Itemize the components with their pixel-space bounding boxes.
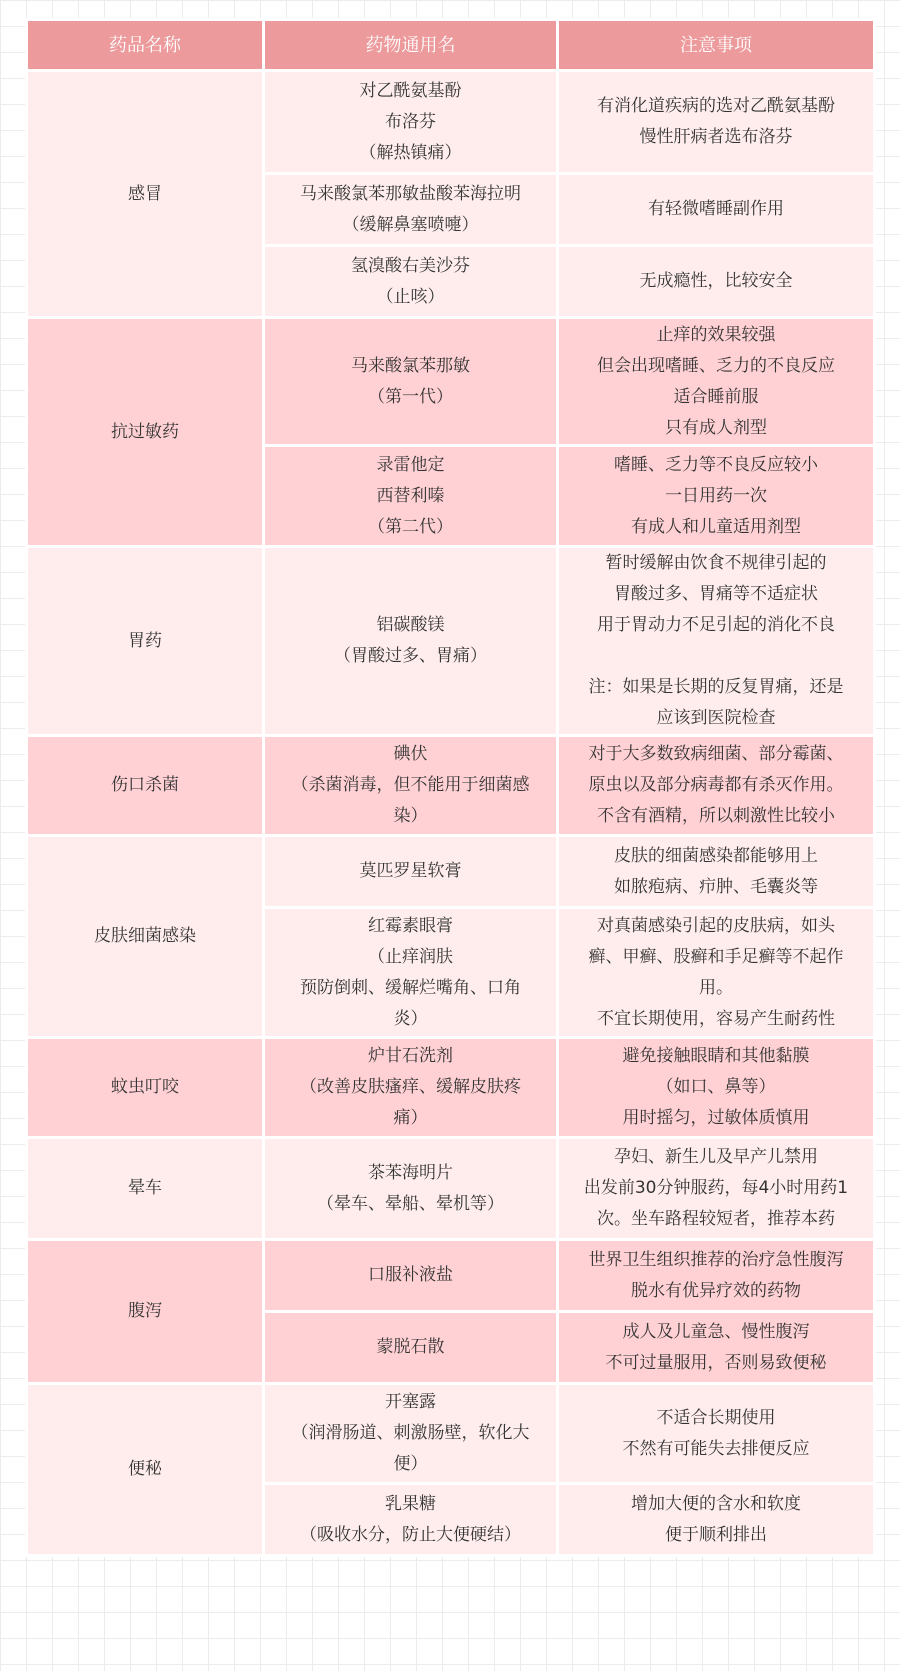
table-row xyxy=(27,1038,875,1138)
category-cell: 伤口杀菌 xyxy=(27,736,264,836)
precautions-cell-line: 皮肤的细菌感染都能够用上 xyxy=(614,845,818,866)
precautions-cell-line: 不然有可能失去排便反应 xyxy=(622,1438,810,1459)
table-row xyxy=(27,836,875,908)
precautions-cell-line: 次。坐车路程较短者，推荐本药 xyxy=(597,1209,835,1229)
generic-name-cell xyxy=(264,836,558,908)
generic-name-cell-line: （缓解鼻塞喷嚏） xyxy=(342,214,479,235)
generic-name-cell-line: 乳果糖 xyxy=(385,1493,436,1514)
generic-name-cell-line: （晕车、晕船、晕机等） xyxy=(317,1193,504,1214)
generic-name-cell xyxy=(264,1138,558,1240)
precautions-cell xyxy=(558,71,875,174)
generic-name-cell xyxy=(264,1384,558,1484)
line-spacer xyxy=(565,641,867,672)
precautions-cell xyxy=(558,736,875,836)
precautions-cell-line: 一日用药一次 xyxy=(665,485,767,506)
precautions-cell-line: 嗜睡、乏力等不良反应较小 xyxy=(614,454,818,475)
precautions-cell xyxy=(558,318,875,446)
generic-name-cell-line: （第一代） xyxy=(368,386,453,407)
generic-name-cell-line: 铝碳酸镁 xyxy=(376,615,445,635)
precautions-cell-line: 有消化道疾病的选对乙酰氨基酚 xyxy=(597,96,835,116)
category-cell: 蚊虫叮咬 xyxy=(27,1038,264,1138)
precautions-cell-line: 用于胃动力不足引起的消化不良 xyxy=(597,615,835,635)
generic-name-cell-line: 莫匹罗星软膏 xyxy=(359,861,462,881)
category-cell: 抗过敏药 xyxy=(27,318,264,547)
precautions-cell xyxy=(558,547,875,736)
precautions-cell-line: 脱水有优异疗效的药物 xyxy=(631,1280,801,1301)
category-cell: 皮肤细菌感染 xyxy=(27,836,264,1038)
generic-name-cell xyxy=(264,246,558,318)
precautions-cell-line: 癣、甲癣、股癣和手足癣等不起作 xyxy=(588,946,844,967)
category-cell: 便秘 xyxy=(27,1384,264,1556)
generic-name-cell xyxy=(264,547,558,736)
generic-name-cell xyxy=(264,71,558,174)
precautions-cell-line: 适合睡前服 xyxy=(673,386,759,407)
generic-name-cell-line: （改善皮肤瘙痒、缓解皮肤疼 xyxy=(300,1077,521,1097)
generic-name-cell-line: 布洛芬 xyxy=(385,111,436,132)
precautions-cell-line: 不可过量服用，否则易致便秘 xyxy=(605,1352,827,1373)
generic-name-cell-line: 染） xyxy=(393,806,428,826)
generic-name-cell xyxy=(264,1484,558,1556)
generic-name-cell-line: （止咳） xyxy=(376,286,445,307)
generic-name-cell-line: 预防倒刺、缓解烂嘴角、口角 xyxy=(300,977,521,998)
precautions-cell-line: 出发前30分钟服药，每4小时用药1 xyxy=(583,1178,849,1198)
generic-name-cell xyxy=(264,1038,558,1138)
precautions-cell xyxy=(558,1312,875,1384)
precautions-cell-line: 无成瘾性，比较安全 xyxy=(639,271,793,291)
precautions-cell-line: 用时摇匀，过敏体质慎用 xyxy=(622,1108,810,1128)
precautions-cell-line: 注：如果是长期的反复胃痛，还是 xyxy=(588,677,844,697)
generic-name-cell-line: （胃酸过多、胃痛） xyxy=(334,646,487,666)
table-header-row xyxy=(27,20,875,71)
generic-name-cell-line: 痛） xyxy=(393,1108,428,1128)
generic-name-cell-line: 录雷他定 xyxy=(376,454,445,475)
precautions-cell xyxy=(558,908,875,1038)
precautions-cell-line: 暂时缓解由饮食不规律引起的 xyxy=(605,553,827,573)
precautions-cell-line: 如脓疱病、疖肿、毛囊炎等 xyxy=(614,876,818,897)
precautions-cell-line: 慢性肝病者选布洛芬 xyxy=(639,127,793,147)
precautions-cell-line: 原虫以及部分病毒都有杀灭作用。 xyxy=(588,775,844,795)
generic-name-cell xyxy=(264,446,558,547)
generic-name-cell-line: 红霉素眼膏 xyxy=(368,915,453,936)
precautions-cell-line: 世界卫生组织推荐的治疗急性腹泻 xyxy=(588,1249,844,1270)
precautions-cell-line: 避免接触眼睛和其他黏膜 xyxy=(622,1046,810,1066)
generic-name-cell xyxy=(264,318,558,446)
precautions-cell-line: 止痒的效果较强 xyxy=(656,324,776,345)
precautions-cell-line: 不含有酒精，所以刺激性比较小 xyxy=(597,806,835,826)
generic-name-cell-line: 氢溴酸右美沙芬 xyxy=(351,255,470,276)
precautions-cell-line: 只有成人剂型 xyxy=(665,417,767,438)
generic-name-cell-line: （杀菌消毒，但不能用于细菌感 xyxy=(291,775,530,795)
precautions-cell-line: 应该到医院检查 xyxy=(656,708,776,728)
generic-name-cell-line: 开塞露 xyxy=(385,1392,436,1412)
category-cell: 晕车 xyxy=(27,1138,264,1240)
generic-name-cell-line: 马来酸氯苯那敏 xyxy=(351,355,470,376)
generic-name-cell-line: 碘伏 xyxy=(393,744,428,764)
generic-name-cell xyxy=(264,174,558,246)
medicine-table xyxy=(25,18,876,1557)
generic-name-cell-line: 炉甘石洗剂 xyxy=(368,1046,453,1066)
generic-name-cell-line: 炎） xyxy=(393,1008,428,1029)
generic-name-cell-line: （止痒润肤 xyxy=(368,946,453,967)
precautions-cell-line: 有轻微嗜睡副作用 xyxy=(648,199,784,219)
generic-name-cell-line: （第二代） xyxy=(368,516,453,537)
precautions-cell xyxy=(558,1484,875,1556)
table-row xyxy=(27,736,875,836)
header-precautions: 注意事项 xyxy=(558,20,875,71)
header-generic-name: 药物通用名 xyxy=(264,20,558,71)
precautions-cell xyxy=(558,174,875,246)
generic-name-cell-line: 西替利嗪 xyxy=(376,485,445,506)
category-cell: 腹泻 xyxy=(27,1240,264,1384)
generic-name-cell xyxy=(264,1240,558,1312)
generic-name-cell-line: 便） xyxy=(393,1454,428,1474)
precautions-cell-line: 但会出现嗜睡、乏力的不良反应 xyxy=(597,355,835,376)
generic-name-cell-line: 口服补液盐 xyxy=(368,1265,453,1285)
table-body xyxy=(27,71,875,1556)
generic-name-cell xyxy=(264,736,558,836)
generic-name-cell-line: 蒙脱石散 xyxy=(376,1337,445,1357)
precautions-cell-line: 用。 xyxy=(699,977,733,998)
medicine-table-wrapper xyxy=(25,18,873,1557)
precautions-cell xyxy=(558,1138,875,1240)
precautions-cell xyxy=(558,1240,875,1312)
precautions-cell-line: 增加大便的含水和软度 xyxy=(631,1493,801,1514)
precautions-cell xyxy=(558,1384,875,1484)
precautions-cell xyxy=(558,246,875,318)
precautions-cell-line: 孕妇、新生儿及早产儿禁用 xyxy=(614,1147,818,1167)
generic-name-cell-line: （润滑肠道、刺激肠壁，软化大 xyxy=(291,1423,530,1443)
generic-name-cell-line: （吸收水分，防止大便硬结） xyxy=(300,1524,521,1545)
table-row xyxy=(27,318,875,446)
header-drug-category: 药品名称 xyxy=(27,20,264,71)
generic-name-cell-line: 马来酸氯苯那敏盐酸苯海拉明 xyxy=(300,183,521,204)
precautions-cell-line: 胃酸过多、胃痛等不适症状 xyxy=(614,584,818,604)
precautions-cell-line: 不适合长期使用 xyxy=(656,1407,776,1428)
precautions-cell-line: 成人及儿童急、慢性腹泻 xyxy=(622,1321,810,1342)
generic-name-cell xyxy=(264,1312,558,1384)
precautions-cell-line: （如口、鼻等） xyxy=(656,1077,776,1097)
table-row xyxy=(27,71,875,174)
precautions-cell xyxy=(558,446,875,547)
precautions-cell-line: 有成人和儿童适用剂型 xyxy=(631,516,801,537)
precautions-cell-line: 对于大多数致病细菌、部分霉菌、 xyxy=(588,744,844,764)
generic-name-cell-line: 茶苯海明片 xyxy=(368,1162,453,1183)
table-row xyxy=(27,1384,875,1484)
table-row xyxy=(27,1240,875,1312)
precautions-cell-line: 对真菌感染引起的皮肤病，如头 xyxy=(597,915,835,936)
table-row xyxy=(27,1138,875,1240)
category-cell: 胃药 xyxy=(27,547,264,736)
precautions-cell xyxy=(558,1038,875,1138)
precautions-cell-line: 便于顺利排出 xyxy=(665,1524,767,1545)
category-cell: 感冒 xyxy=(27,71,264,318)
generic-name-cell-line: （解热镇痛） xyxy=(359,142,462,163)
generic-name-cell-line: 对乙酰氨基酚 xyxy=(359,80,462,101)
generic-name-cell xyxy=(264,908,558,1038)
precautions-cell xyxy=(558,836,875,908)
precautions-cell-line: 不宜长期使用，容易产生耐药性 xyxy=(597,1008,835,1029)
table-row xyxy=(27,547,875,736)
